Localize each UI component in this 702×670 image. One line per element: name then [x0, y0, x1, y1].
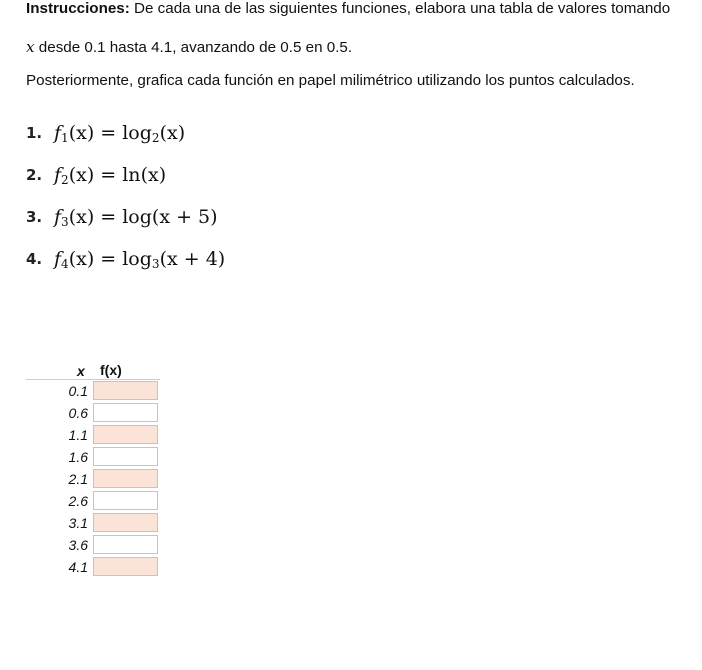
x-value: 3.6 — [68, 537, 88, 553]
equals-sign: = — [94, 121, 123, 144]
table-row — [26, 424, 160, 446]
x-value: 1.6 — [68, 449, 88, 465]
log-operator: log — [122, 121, 152, 144]
function-body: (x) — [159, 121, 186, 144]
x-value: 3.1 — [68, 515, 88, 531]
equals-sign: = — [94, 205, 123, 228]
function-body: (x + 5) — [151, 205, 218, 228]
table-row — [26, 534, 160, 556]
header-x: x — [77, 363, 85, 379]
x-value: 0.1 — [68, 383, 88, 399]
fx-cell[interactable] — [93, 381, 158, 400]
function-item-4 — [26, 244, 225, 274]
log-operator: log — [122, 205, 152, 228]
instructions-line-1 — [26, 0, 670, 18]
function-formula — [54, 122, 185, 145]
function-item-2 — [26, 160, 166, 190]
function-name: f — [54, 247, 62, 270]
function-formula — [54, 248, 225, 271]
header-fx: f(x) — [100, 362, 122, 378]
equals-sign: = — [94, 247, 123, 270]
equals-sign: = — [94, 163, 123, 186]
function-name: f — [54, 205, 62, 228]
function-number: 3. — [26, 208, 43, 226]
instructions-label: Instrucciones: — [26, 0, 130, 17]
fx-cell[interactable] — [93, 491, 158, 510]
ln-operator: ln — [122, 163, 141, 186]
fx-cell[interactable] — [93, 557, 158, 576]
function-argument: (x) — [68, 205, 95, 228]
function-argument: (x) — [68, 247, 95, 270]
instructions-variable: x — [26, 38, 35, 56]
instructions-line-3: Posteriormente, grafica cada función en papel milimétrico utilizando los puntos calculados. — [26, 72, 635, 89]
log-operator: log — [122, 247, 152, 270]
table-row — [26, 512, 160, 534]
fx-cell[interactable] — [93, 447, 158, 466]
function-body: (x) — [140, 163, 167, 186]
function-number: 4. — [26, 250, 43, 268]
function-body: (x + 4) — [159, 247, 226, 270]
table-row — [26, 380, 160, 402]
function-argument: (x) — [68, 121, 95, 144]
function-subscript: 1 — [61, 130, 69, 145]
function-subscript: 4 — [61, 256, 69, 271]
fx-cell[interactable] — [93, 513, 158, 532]
log-base: 2 — [151, 130, 160, 145]
function-item-1 — [26, 118, 185, 148]
table-row — [26, 446, 160, 468]
x-value: 2.1 — [68, 471, 88, 487]
fx-cell[interactable] — [93, 403, 158, 422]
function-subscript: 3 — [61, 214, 69, 229]
function-subscript: 2 — [61, 172, 69, 187]
x-value: 4.1 — [68, 559, 88, 575]
table-row — [26, 556, 160, 578]
instructions-line-2-text: desde 0.1 hasta 4.1, avanzando de 0.5 en 0.5. — [34, 39, 353, 56]
instructions-line-2 — [26, 38, 352, 57]
table-row — [26, 402, 160, 424]
function-argument: (x) — [68, 163, 95, 186]
function-number: 2. — [26, 166, 43, 184]
fx-cell[interactable] — [93, 425, 158, 444]
x-value: 0.6 — [68, 405, 88, 421]
function-name: f — [54, 121, 62, 144]
x-value: 1.1 — [68, 427, 88, 443]
x-value: 2.6 — [68, 493, 88, 509]
fx-cell[interactable] — [93, 535, 158, 554]
function-item-3 — [26, 202, 218, 232]
table-row — [26, 490, 160, 512]
log-base: 3 — [151, 256, 160, 271]
fx-cell[interactable] — [93, 469, 158, 488]
function-name: f — [54, 163, 62, 186]
instructions-line-1-text: De cada una de las siguientes funciones, elabora una tabla de valores tomando — [129, 0, 671, 17]
function-number: 1. — [26, 124, 43, 142]
function-formula — [54, 206, 218, 229]
table-row — [26, 468, 160, 490]
table-header — [26, 360, 160, 378]
function-formula — [54, 164, 166, 187]
